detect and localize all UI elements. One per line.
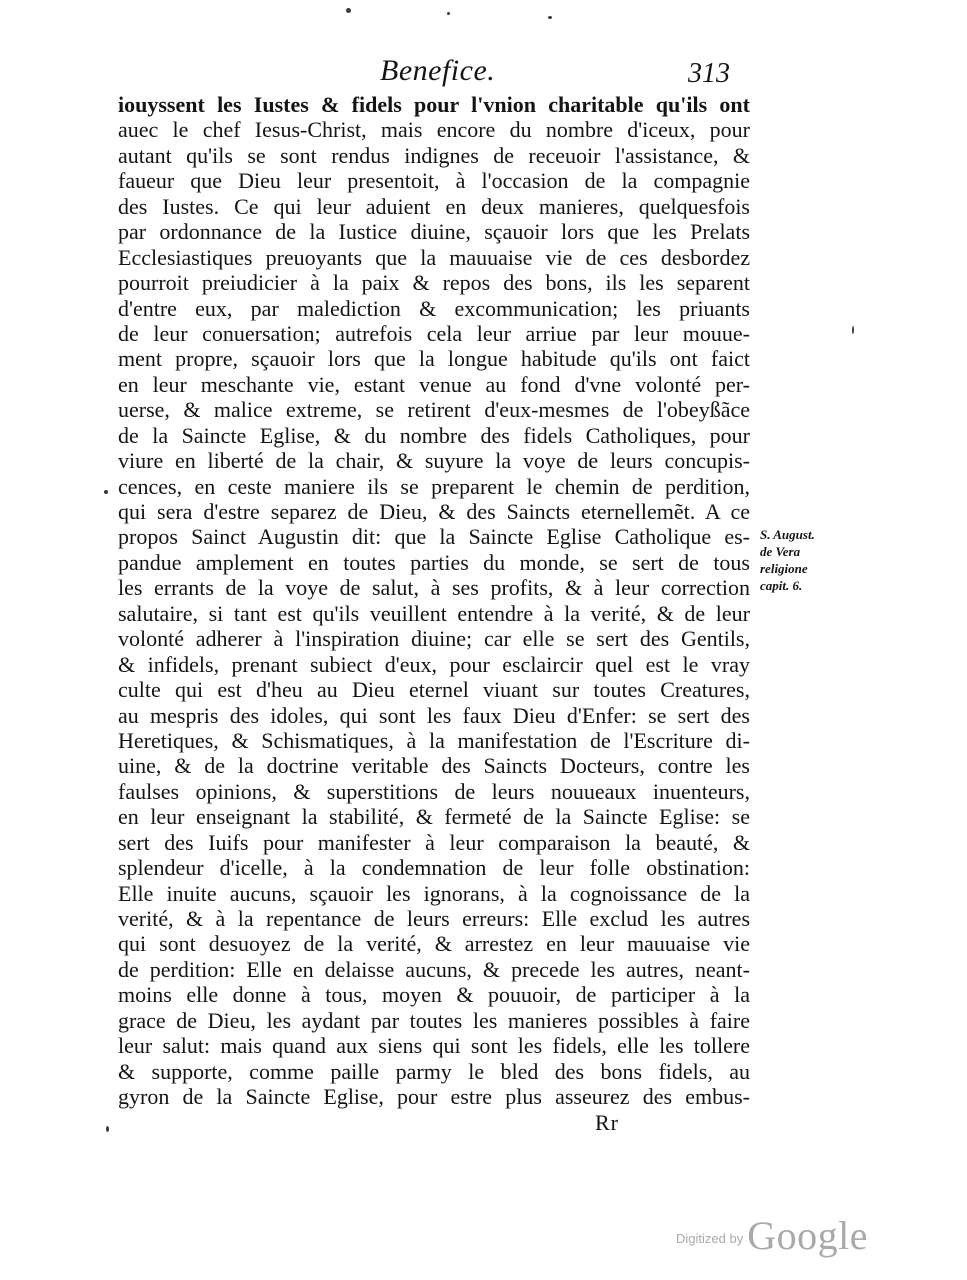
text-line: pandue amplement en toutes parties du monde, se sert de tous bbox=[118, 549, 750, 575]
catchword: Rr bbox=[595, 1110, 619, 1135]
text-line: uine, & de la doctrine veritable des Saincts Docteurs, contre les bbox=[118, 753, 750, 779]
ink-speck bbox=[548, 16, 552, 19]
text-line: gyron de la Saincte Eglise, pour estre plus asseurez des embus- bbox=[118, 1084, 750, 1110]
text-line: viure en liberté de la chair, & suyure la voye de leurs concupis- bbox=[118, 448, 750, 474]
ink-speck bbox=[104, 490, 108, 494]
ink-speck bbox=[106, 1126, 109, 1132]
text-line: salutaire, si tant est qu'ils veuillent entendre à la verité, & de leur bbox=[118, 600, 750, 626]
ink-speck bbox=[447, 12, 450, 15]
text-line: par ordonnance de la Iustice diuine, sçauoir lors que les Prelats bbox=[118, 219, 750, 245]
text-line: Heretiques, & Schismatiques, à la manifestation de l'Escriture di- bbox=[118, 727, 750, 753]
text-line: au mespris des idoles, qui sont les faux Dieu d'Enfer: se sert des bbox=[118, 702, 750, 728]
marginal-note-line: religione bbox=[760, 561, 808, 576]
text-line: les errants de la voye de salut, à ses profits, & à leur correction bbox=[118, 575, 750, 601]
text-line: Ecclesiastiques preuoyants que la mauuaise vie de ces desbordez bbox=[118, 244, 750, 270]
text-line: culte qui est d'heu au Dieu eternel viuant sur toutes Creatures, bbox=[118, 677, 750, 703]
text-line: cences, en ceste maniere ils se preparent le chemin de perdition, bbox=[118, 473, 750, 499]
text-line: autant qu'ils se sont rendus indignes de receuoir l'assistance, & bbox=[118, 142, 750, 168]
text-line: pourroit preiudicier à la paix & repos des bons, ils les separent bbox=[118, 270, 750, 296]
marginal-note bbox=[760, 526, 850, 594]
google-logo: Google bbox=[747, 1213, 868, 1258]
text-line: en leur enseignant la stabilité, & fermeté de la Saincte Eglise: se bbox=[118, 804, 750, 830]
text-line: en leur meschante vie, estant venue au fond d'vne volonté per- bbox=[118, 371, 750, 397]
text-line: de perdition: Elle en delaisse aucuns, & precede les autres, neant- bbox=[118, 956, 750, 982]
marginal-note-line: S. August. bbox=[760, 527, 815, 542]
page-number: 313 bbox=[688, 58, 730, 89]
text-line: faulses opinions, & superstitions de leurs nouueaux inuenteurs, bbox=[118, 778, 750, 804]
text-line: auec le chef Iesus-Christ, mais encore du nombre d'iceux, pour bbox=[118, 117, 750, 143]
text-line: Elle inuite aucuns, sçauoir les ignorans, à la cognoissance de la bbox=[118, 880, 750, 906]
text-line: iouyssent les Iustes & fidels pour l'vnion charitable qu'ils ont bbox=[118, 92, 750, 117]
digitized-watermark bbox=[676, 1212, 868, 1259]
text-line: & infidels, prenant subiect d'eux, pour esclaircir quel est le vray bbox=[118, 651, 750, 677]
text-line: sert des Iuifs pour manifester à leur comparaison la beauté, & bbox=[118, 829, 750, 855]
text-line: & supporte, comme paille parmy le bled des bons fidels, au bbox=[118, 1058, 750, 1084]
text-line: grace de Dieu, les aydant par toutes les manieres possibles à faire bbox=[118, 1007, 750, 1033]
text-line: des Iustes. Ce qui leur aduient en deux manieres, quelquesfois bbox=[118, 193, 750, 219]
marginal-note-line: capit. 6. bbox=[760, 578, 803, 593]
watermark-prefix: Digitized by bbox=[676, 1231, 744, 1246]
text-line: volonté adherer à l'inspiration diuine; car elle se sert des Gentils, bbox=[118, 626, 750, 652]
text-line: d'entre eux, par malediction & excommunication; les priuants bbox=[118, 295, 750, 321]
text-line: de la Saincte Eglise, & du nombre des fidels Catholiques, pour bbox=[118, 422, 750, 448]
text-line: ment propre, sçauoir lors que la longue habitude qu'ils ont faict bbox=[118, 346, 750, 372]
text-line: de leur conuersation; autrefois cela leur arriue par leur mouue- bbox=[118, 320, 750, 346]
text-line: qui sont desuoyez de la verité, & arrestez en leur mauuaise vie bbox=[118, 931, 750, 957]
text-line: verité, & à la repentance de leurs erreurs: Elle exclud les autres bbox=[118, 906, 750, 931]
text-line: qui sera d'estre separez de Dieu, & des Saincts eternellemẽt. A ce bbox=[118, 499, 750, 524]
text-line: moins elle donne à tous, moyen & pouuoir, de participer à la bbox=[118, 982, 750, 1008]
running-head: Benefice. bbox=[380, 54, 496, 87]
text-line: propos Sainct Augustin dit: que la Saincte Eglise Catholique es- bbox=[118, 524, 750, 550]
text-line: faueur que Dieu leur presentoit, à l'occasion de la compagnie bbox=[118, 168, 750, 194]
text-line: uerse, & malice extreme, se retirent d'eux-mesmes de l'obeyßãce bbox=[118, 397, 750, 423]
text-line: leur salut: mais quand aux siens qui sont les fidels, elle les tollere bbox=[118, 1033, 750, 1059]
ink-speck bbox=[346, 8, 351, 13]
body-text bbox=[118, 92, 750, 1110]
ink-speck bbox=[852, 326, 854, 334]
text-line: splendeur d'icelle, à la condemnation de leur folle obstination: bbox=[118, 855, 750, 881]
marginal-note-line: de Vera bbox=[760, 544, 801, 559]
